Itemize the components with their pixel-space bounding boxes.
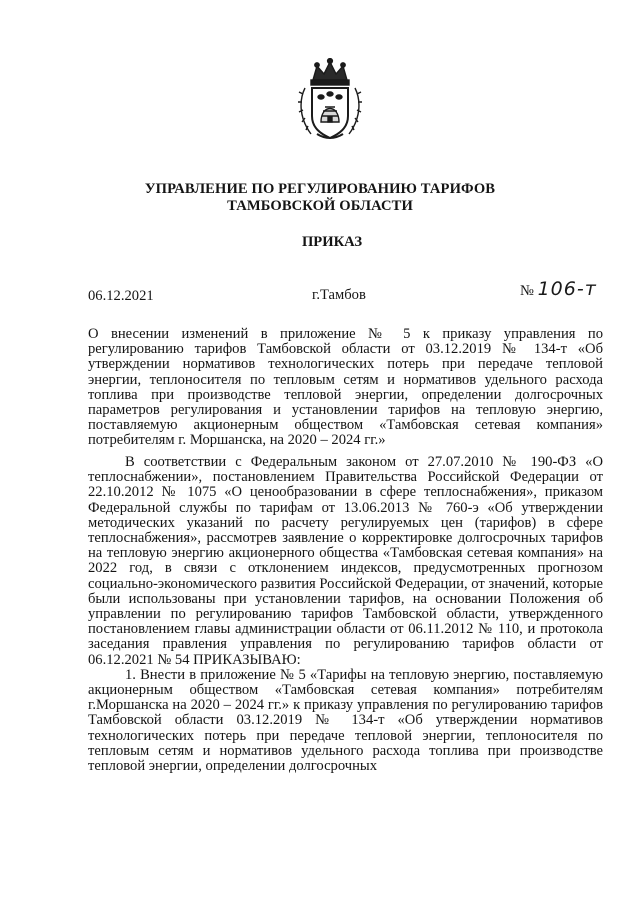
- coat-of-arms-icon: [297, 58, 363, 144]
- agency-name-line1: УПРАВЛЕНИЕ ПО РЕГУЛИРОВАНИЮ ТАРИФОВ: [144, 181, 496, 197]
- number-prefix: №: [520, 283, 534, 299]
- document-city: г.Тамбов: [312, 287, 366, 303]
- document-type: ПРИКАЗ: [301, 234, 363, 250]
- agency-name-line2: ТАМБОВСКОЙ ОБЛАСТИ: [227, 198, 413, 214]
- handwritten-number: 106-т: [537, 278, 597, 300]
- order-item-1: 1. Внести в приложение № 5 «Тарифы на тепловую энергию, поставляемую акционерным обществом «Тамбовская сетевая компания» потребителям г.Моршанска на 2020 – 2024 гг.» к приказу управления по регулированию тарифов Тамбовской области 03.12.2019 № 134-т «Об утверждении нормативов технологических потерь при передаче тепловой энергии, теплоносителя по тепловым сетям и нормативов удельного расхода топлива при производстве тепловой энергии, определении долгосрочных: [88, 666, 603, 775]
- order-title: О внесении изменений в приложение № 5 к приказу управления по регулированию тарифов Тамбовской области от 03.12.2019 № 134-т «Об утверждении нормативов технологических потерь при передаче тепловой энергии, теплоносителя по тепловым сетям и нормативов удельного расхода топлива при производстве тепловой энергии, определении долгосрочных параметров регулирования и установлении тарифов на тепловую энергию, поставляемую акционерным обществом «Тамбовская сетевая компания» потребителям г. Моршанска, на 2020 – 2024 гг.»: [88, 326, 603, 449]
- document-number: [520, 280, 597, 300]
- order-body: [88, 455, 603, 774]
- document-date: 06.12.2021: [88, 288, 154, 304]
- preamble-paragraph: В соответствии с Федеральным законом от 27.07.2010 № 190-ФЗ «О теплоснабжении», постановлением Правительства Российской Федерации от 22.10.2012 № 1075 «О ценообразовании в сфере теплоснабжения», приказом Федеральной службы по тарифам от 13.06.2013 № 760-э «Об утверждении методических указаний по расчету регулируемых цен (тарифов) в сфере теплоснабжения», рассмотрев заявление о корректировке долгосрочных тарифов на тепловую энергию акционерного общества «Тамбовская сетевая компания» на 2022 год, в связи с отклонением индексов, предусмотренных прогнозом социально-экономического развития Российской Федерации, от значений, которые были использованы при установлении тарифов, на основании Положения об управлении по регулированию тарифов Тамбовской области, утвержденного постановлением главы администрации области от 06.11.2012 № 110, и протокола заседания правления управления по регулированию тарифов области от 06.12.2021 № 54 ПРИКАЗЫВАЮ:: [88, 454, 603, 668]
